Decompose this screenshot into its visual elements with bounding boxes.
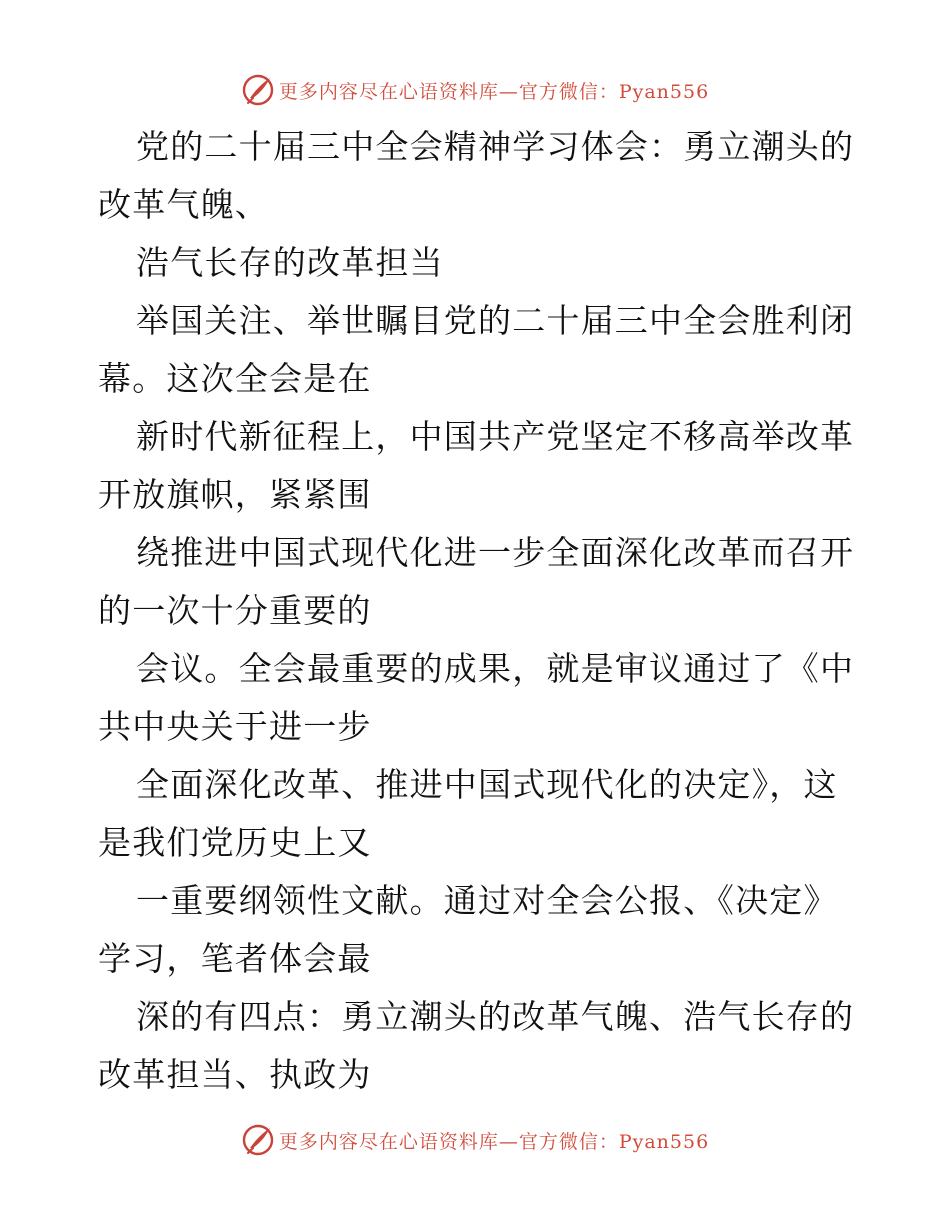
text-line: 改革气魄、	[98, 185, 269, 224]
text-line: 全面深化改革、推进中国式现代化的决定》，这	[136, 765, 838, 804]
text-line: 幕。这次全会是在	[98, 359, 372, 398]
text-line: 改革担当、执政为	[98, 1055, 372, 1094]
document-body	[98, 118, 858, 1104]
text-line: 开放旗帜，紧紧围	[98, 475, 372, 514]
footer-banner	[0, 1120, 950, 1160]
text-line: 的一次十分重要的	[98, 591, 372, 630]
text-line: 一重要纲领性文献。通过对全会公报、《决定》	[136, 881, 838, 920]
text-line: 绕推进中国式现代化进一步全面深化改革而召开	[136, 533, 855, 572]
text-line: 浩气长存的改革担当	[136, 243, 444, 282]
text-line: 党的二十届三中全会精神学习体会：勇立潮头的	[136, 127, 855, 166]
footer-banner-text: 更多内容尽在心语资料库—官方微信：Pyan556	[278, 1130, 710, 1153]
feather-seal-icon	[241, 73, 275, 107]
text-line: 新时代新征程上，中国共产党坚定不移高举改革	[136, 417, 855, 456]
feather-seal-icon	[241, 1123, 275, 1157]
text-line: 是我们党历史上又	[98, 823, 372, 862]
header-banner-text: 更多内容尽在心语资料库—官方微信：Pyan556	[278, 80, 710, 103]
text-line: 会议。全会最重要的成果，就是审议通过了《中	[136, 649, 855, 688]
header-banner	[0, 70, 950, 110]
text-line: 举国关注、举世瞩目党的二十届三中全会胜利闭	[136, 301, 855, 340]
text-line: 共中央关于进一步	[98, 707, 372, 746]
text-line: 学习，笔者体会最	[98, 939, 372, 978]
text-line: 深的有四点：勇立潮头的改革气魄、浩气长存的	[136, 997, 855, 1036]
